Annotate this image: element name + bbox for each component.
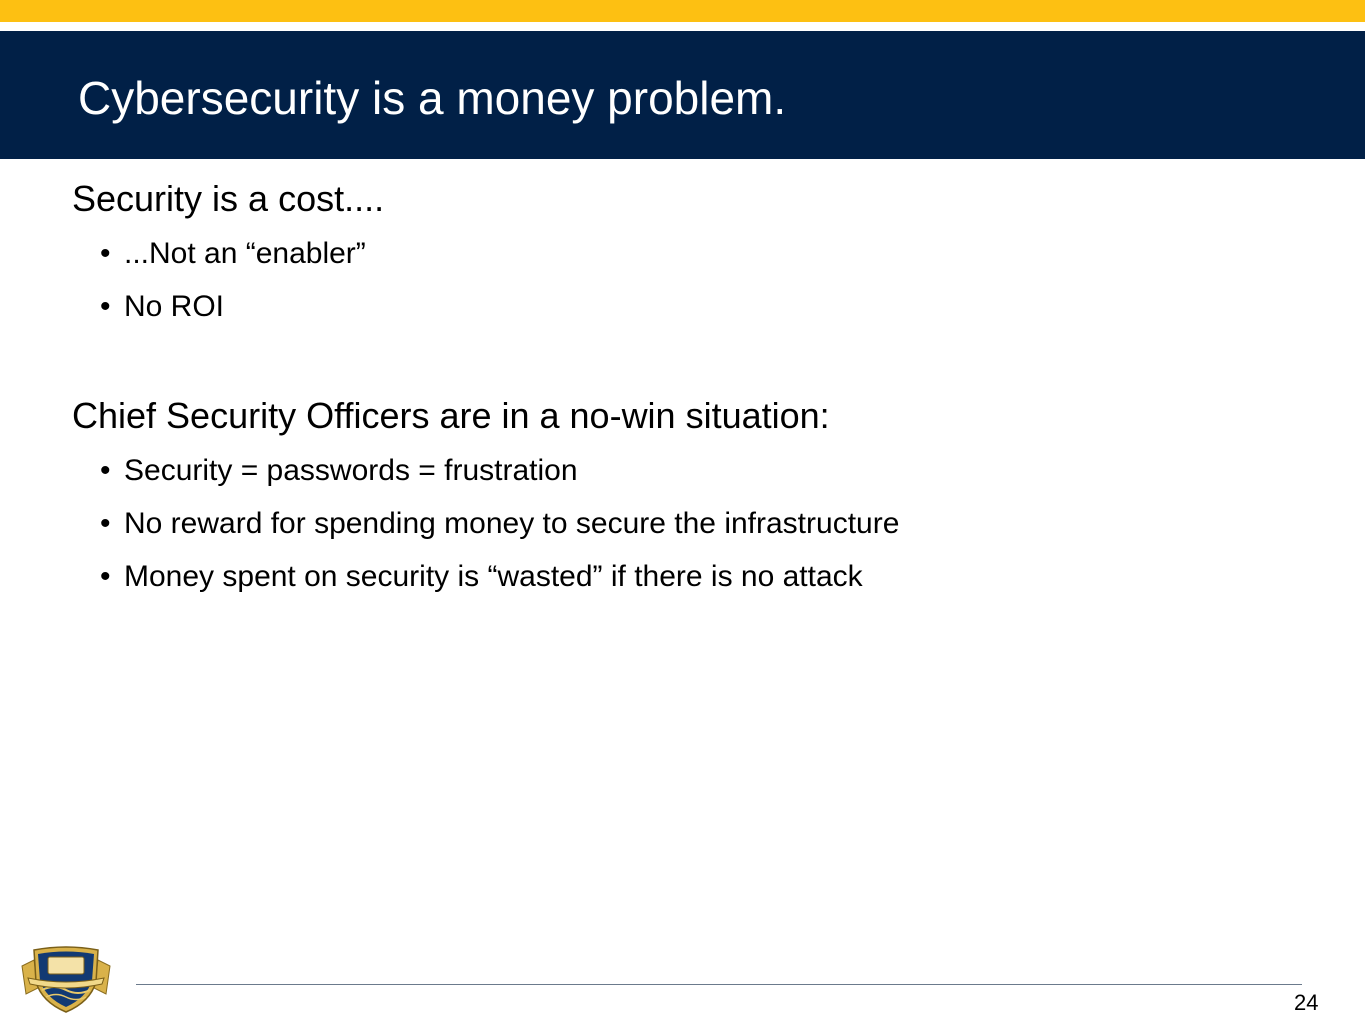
bullet-item: [100, 559, 863, 595]
section-heading-cost: Security is a cost....: [72, 178, 385, 219]
bullet-item: [100, 453, 578, 489]
footer-divider: [136, 984, 1302, 985]
nps-shield-icon: [20, 944, 112, 1014]
bullet-item: [100, 506, 899, 542]
bullet-dot-icon: •: [100, 290, 111, 323]
bullet-text: Money spent on security is “wasted” if there is no attack: [124, 560, 863, 593]
bullet-dot-icon: •: [100, 237, 111, 270]
bullet-dot-icon: •: [100, 507, 111, 540]
bullet-text: No ROI: [124, 290, 225, 323]
bullet-dot-icon: •: [100, 454, 111, 487]
section-heading-cso: Chief Security Officers are in a no-win situation:: [72, 395, 830, 436]
nps-logo-icon: [20, 944, 112, 1014]
bullet-text: ...Not an “enabler”: [124, 237, 366, 270]
bullet-dot-icon: •: [100, 560, 111, 593]
bullet-item: [100, 289, 224, 325]
slide-title: Cybersecurity is a money problem.: [78, 72, 787, 124]
bullet-item: [100, 236, 366, 272]
bullet-text: Security = passwords = frustration: [124, 454, 578, 487]
page-number: 24: [1294, 990, 1319, 1015]
bullet-text: No reward for spending money to secure the infrastructure: [124, 507, 900, 540]
